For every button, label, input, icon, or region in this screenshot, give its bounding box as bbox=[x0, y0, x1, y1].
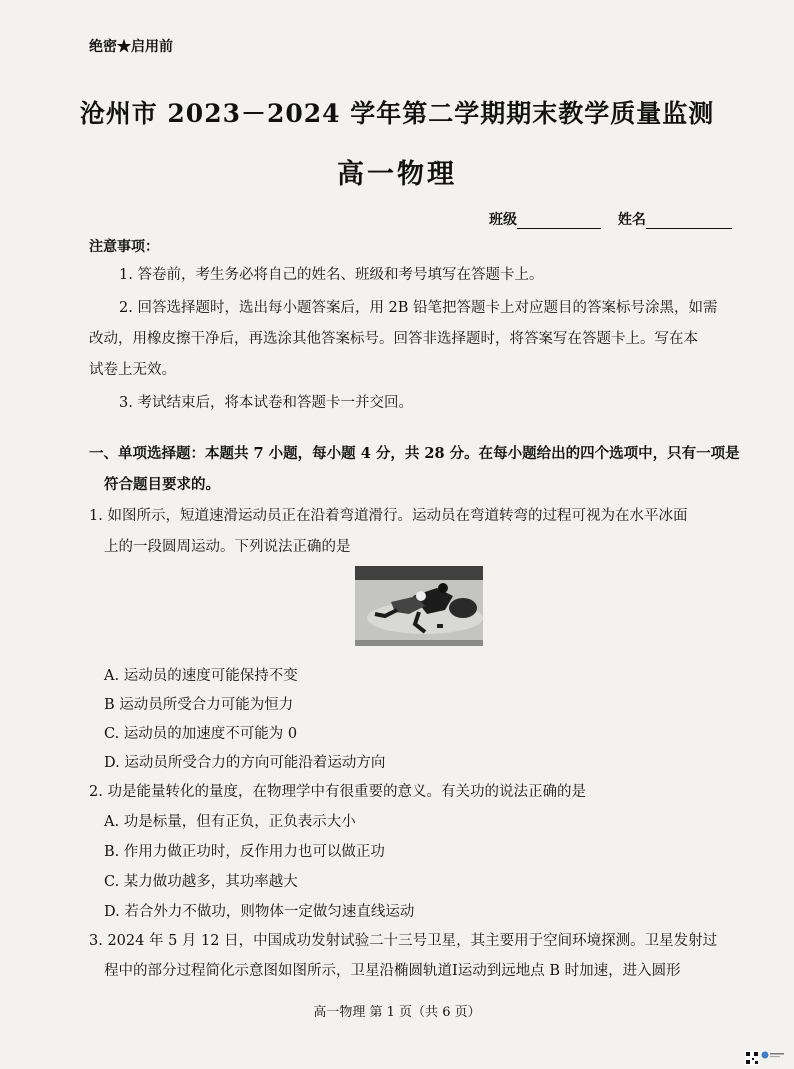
q1-option-d: D. 运动员所受合力的方向可能沿着运动方向 bbox=[104, 755, 386, 771]
q2-option-b: B. 作用力做正功时，反作用力也可以做正功 bbox=[104, 844, 385, 860]
q1-option-b: B 运动员所受合力可能为恒力 bbox=[104, 697, 294, 713]
class-label: 班级 bbox=[489, 212, 517, 228]
section-1-title-line2: 符合题目要求的。 bbox=[104, 476, 220, 493]
note-item-2-line1: 2. 回答选择题时，选出每小题答案后，用 2B 铅笔把答题卡上对应题目的答案标号涂黑，如需 bbox=[119, 300, 718, 316]
note-item-3: 3. 考试结束后，将本试卷和答题卡一并交回。 bbox=[119, 395, 413, 411]
page-footer: 高一物理 第 1 页（共 6 页） bbox=[313, 1005, 481, 1020]
q3-stem-line1: 3. 2024 年 5 月 12 日，中国成功发射试验二十三号卫星，其主要用于空间环境探测。卫星发射过 bbox=[89, 933, 718, 949]
note-item-2-line3: 试卷上无效。 bbox=[89, 362, 176, 378]
q1-stem-line2: 上的一段圆周运动。下列说法正确的是 bbox=[104, 539, 351, 555]
publisher-logo-icon bbox=[761, 1051, 785, 1061]
q1-stem-line1: 1. 如图所示，短道速滑运动员正在沿着弯道滑行。运动员在弯道转弯的过程可视为在水平冰面 bbox=[89, 508, 688, 524]
name-label: 姓名 bbox=[617, 212, 646, 228]
notes-heading: 注意事项： bbox=[89, 239, 159, 255]
q2-stem: 2. 功是能量转化的量度，在物理学中有很重要的意义。有关功的说法正确的是 bbox=[89, 784, 586, 800]
q2-option-c: C. 某力做功越多，其功率越大 bbox=[104, 874, 298, 890]
q1-option-a: A. 运动员的速度可能保持不变 bbox=[104, 668, 298, 684]
q2-option-d: D. 若合外力不做功，则物体一定做匀速直线运动 bbox=[104, 904, 415, 920]
qr-code-icon bbox=[745, 1050, 759, 1064]
exam-title: 沧州市 2023－2024 学年第二学期期末教学质量监测 bbox=[79, 99, 715, 128]
name-blank bbox=[646, 214, 732, 229]
q3-stem-line2: 程中的部分过程简化示意图如图所示，卫星沿椭圆轨道Ⅰ运动到远地点 B 时加速，进入圆形 bbox=[104, 963, 681, 979]
confidential-mark: 绝密★启用前 bbox=[89, 39, 173, 55]
q1-option-c: C. 运动员的加速度不可能为 0 bbox=[104, 726, 298, 742]
q2-option-a: A. 功是标量，但有正负，正负表示大小 bbox=[104, 814, 356, 830]
class-name-row bbox=[489, 209, 732, 229]
section-1-title-line1: 一、单项选择题：本题共 7 小题，每小题 4 分，共 28 分。在每小题给出的四个选项中，只有一项是 bbox=[89, 445, 740, 462]
exam-subject: 高一物理 bbox=[337, 159, 457, 190]
note-item-2-line2: 改动，用橡皮擦干净后，再选涂其他答案标号。回答非选择题时，将答案写在答题卡上。写在本 bbox=[89, 331, 698, 347]
speed-skater-photo bbox=[355, 566, 483, 646]
class-blank bbox=[517, 214, 601, 229]
note-item-1: 1. 答卷前，考生务必将自己的姓名、班级和考号填写在答题卡上。 bbox=[119, 267, 544, 283]
